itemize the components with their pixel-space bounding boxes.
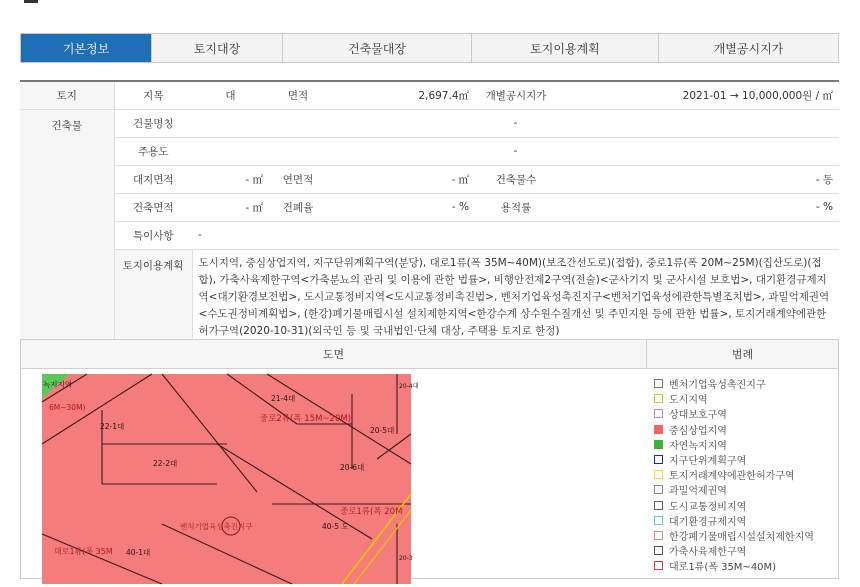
map-label-parcel-21-4: 21-4대 xyxy=(271,394,296,403)
legend-label: 대기환경규제지역 xyxy=(669,516,747,528)
cadastral-map[interactable] xyxy=(42,374,419,584)
area-label: 면적 xyxy=(269,81,327,109)
map-label-edge-1: 20-4대 xyxy=(399,383,419,390)
land-use-text: 도시지역, 중심상업지역, 지구단위계획구역(분당), 대로1류(폭 35M~40M)(보조간선도로)(접합), 중로1류(폭 20M~25M)(집산도로)(접합), 가축사육제한구역<가축분뇨의 관리 및 이용에 관한 법률>, 비행안전제2구역(전술)<군사기지 및 군사시설 보호법>, 대기환경규제지역<대기환경보전법>, 도시교통정비지역<도시교통정비촉진법>, 벤처기업육성촉진지구<벤처기업육성에관한특별조치법>, 과밀억제권역<수도권정비계획법>, (한강)폐기물매립시설 설치제한지역<한강수계 상수원수질개선 및 주민지원 등에 관한 법률>, 토지거래계약에관한허가구역(2020-10-31)(외국인 등 및 국내법인·단체 대상, 주택용 토지로 한정) xyxy=(192,249,839,345)
site-area-row xyxy=(20,165,839,193)
land-section-label: 토지 xyxy=(20,81,114,109)
note-row xyxy=(20,221,839,249)
main-use-label: 주용도 xyxy=(114,137,192,165)
site-area-label: 대지면적 xyxy=(114,165,192,193)
building-area-row xyxy=(20,193,839,221)
legend-label: 중심상업지역 xyxy=(669,425,727,437)
main-use-row xyxy=(20,137,839,165)
map-title: 도면 xyxy=(21,340,647,368)
legend-swatch xyxy=(654,440,663,449)
legend-swatch xyxy=(654,516,663,525)
legend-swatch xyxy=(654,394,663,403)
legend-item xyxy=(654,376,814,391)
legend-label: 가축사육제한구역 xyxy=(669,547,747,559)
price-value: 2021-01 → 10,000,000원 / ㎡ xyxy=(557,81,839,109)
legend-item xyxy=(654,437,814,452)
legend-item xyxy=(654,467,814,482)
map-label-parcel-22-2: 22-2대 xyxy=(153,459,178,468)
legend-label: 대로1류(폭 35M~40M) xyxy=(669,562,777,574)
tab-bar xyxy=(20,33,839,63)
land-use-row xyxy=(20,249,839,345)
land-row xyxy=(20,81,839,109)
map-label-road-left: 6M~30M) xyxy=(49,403,86,412)
map-label-venture: 벤처기업육성촉진지구 xyxy=(180,522,253,531)
legend-label: 한강폐기물매립시설설치제한지역 xyxy=(669,531,814,543)
legend-swatch xyxy=(654,561,663,570)
legend-item xyxy=(654,513,814,528)
map-label-green-zone: 녹지지역 xyxy=(43,380,72,389)
coverage-label: 건폐율 xyxy=(269,193,327,221)
legend-swatch xyxy=(654,470,663,479)
legend-item xyxy=(654,422,814,437)
legend-swatch xyxy=(654,409,663,418)
map-label-parcel-40-1: 40-1대 xyxy=(126,548,151,557)
legend-item xyxy=(654,406,814,421)
tab-official-land-price[interactable]: 개별공시지가 xyxy=(658,34,838,62)
price-label: 개별공시지가 xyxy=(475,81,557,109)
legend-item xyxy=(654,452,814,467)
building-area-label: 건축면적 xyxy=(114,193,192,221)
legend-item xyxy=(654,498,814,513)
map-label-road-mid: 중로2류(폭 15M~20M) xyxy=(260,414,352,424)
legend-swatch xyxy=(654,531,663,540)
map-label-parcel-22-1: 22-1대 xyxy=(100,422,125,431)
legend-label: 도시지역 xyxy=(669,395,708,407)
building-area-value: - ㎡ xyxy=(192,193,269,221)
site-area-value: - ㎡ xyxy=(192,165,269,193)
coverage-value: - % xyxy=(327,193,475,221)
main-use-value: - xyxy=(192,137,839,165)
building-name-label: 건물명칭 xyxy=(114,109,192,137)
legend-item xyxy=(654,482,814,497)
tab-land-use-plan[interactable]: 토지이용계획 xyxy=(471,34,658,62)
map-label-road-right: 중로1류(폭 20M xyxy=(340,507,403,517)
building-section-label: 건축물 xyxy=(20,109,114,345)
map-panel xyxy=(20,339,839,579)
building-count-value: - 동 xyxy=(557,165,839,193)
legend-label: 자연녹지지역 xyxy=(669,440,727,452)
legend-item xyxy=(654,391,814,406)
legend-swatch xyxy=(654,425,663,434)
building-count-label: 건축물수 xyxy=(475,165,557,193)
cadastral-map-svg xyxy=(42,374,419,584)
note-label: 특이사항 xyxy=(114,221,192,249)
map-label-road-bottom: 대로1류(폭 35M xyxy=(54,547,113,556)
map-label-parcel-40-5: 40-5 도 xyxy=(322,522,349,531)
legend-item xyxy=(654,558,814,573)
legend-title: 범례 xyxy=(731,348,754,361)
legend-label: 도시교통정비지역 xyxy=(669,501,747,513)
land-use-label: 토지이용계획 xyxy=(114,249,192,345)
building-name-value: - xyxy=(192,109,839,137)
note-value: - xyxy=(192,221,839,249)
jimok-label: 지목 xyxy=(114,81,192,109)
corner-mark xyxy=(24,0,38,3)
tab-land-register[interactable]: 토지대장 xyxy=(151,34,282,62)
legend-label: 토지거래계약에관한허가구역 xyxy=(669,471,795,483)
area-value: 2,697.4㎡ xyxy=(327,81,475,109)
legend-item xyxy=(654,543,814,558)
legend-label: 과밀억제권역 xyxy=(669,486,727,498)
legend-swatch xyxy=(654,501,663,510)
jimok-value: 대 xyxy=(192,81,269,109)
far-value: - % xyxy=(557,193,839,221)
tab-basic-info[interactable]: 기본정보 xyxy=(21,34,151,62)
legend-item xyxy=(654,528,814,543)
property-info-table xyxy=(20,80,839,346)
legend-label: 지구단위계획구역 xyxy=(669,456,747,468)
building-name-row xyxy=(20,109,839,137)
tab-building-register[interactable]: 건축물대장 xyxy=(282,34,471,62)
legend-label: 상대보호구역 xyxy=(669,410,727,422)
floor-area-label: 연면적 xyxy=(269,165,327,193)
map-panel-header xyxy=(21,340,838,369)
floor-area-value: - ㎡ xyxy=(327,165,475,193)
legend-swatch xyxy=(654,546,663,555)
map-label-parcel-20-5: 20-5대 xyxy=(370,426,395,435)
legend-swatch xyxy=(654,485,663,494)
legend-swatch xyxy=(654,379,663,388)
legend-swatch xyxy=(654,455,663,464)
map-legend xyxy=(654,376,814,573)
map-label-parcel-20-6: 20-6대 xyxy=(340,463,365,472)
map-label-edge-2: 20-3 xyxy=(399,555,413,562)
legend-label: 벤처기업육성촉진지구 xyxy=(669,380,766,392)
far-label: 용적률 xyxy=(475,193,557,221)
